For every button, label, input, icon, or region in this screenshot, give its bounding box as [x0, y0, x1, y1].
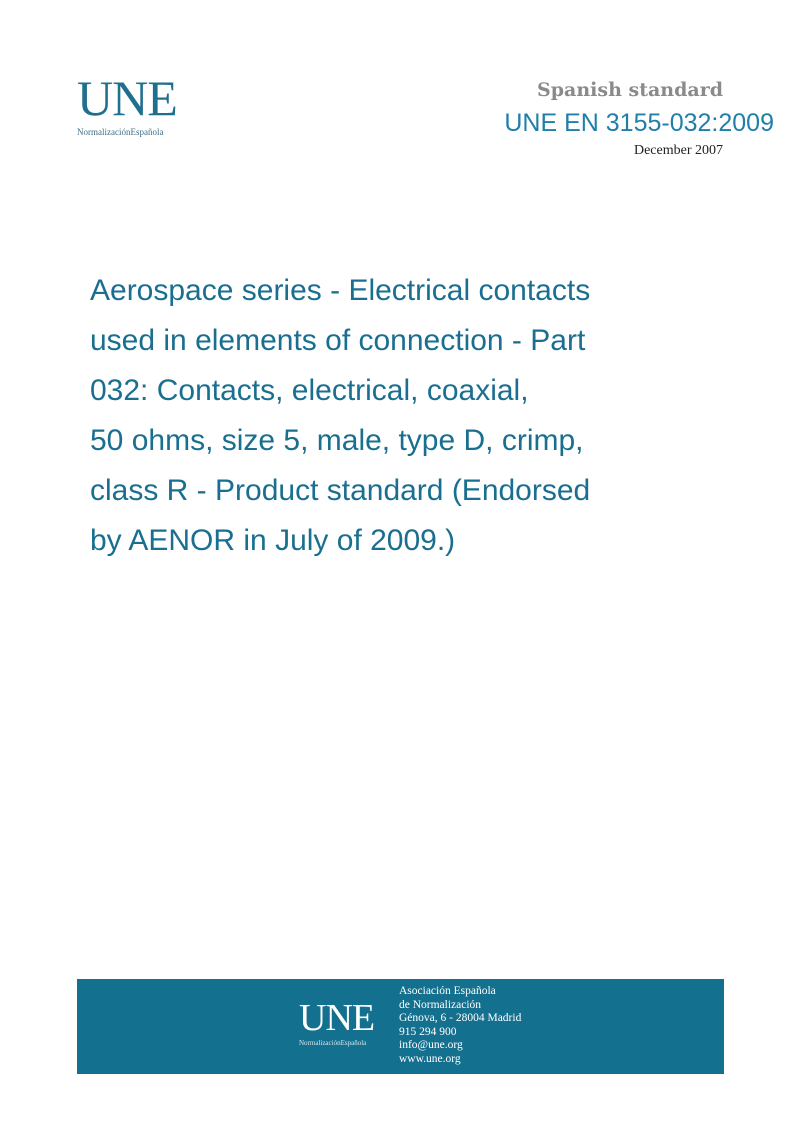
email-link[interactable]: info@une.org	[399, 1039, 463, 1052]
title-line: Aerospace series - Electrical contacts	[90, 274, 591, 307]
footer-logo	[299, 997, 389, 1047]
title-line: by AENOR in July of 2009.)	[90, 524, 456, 557]
title-line: class R - Product standard (Endorsed	[90, 474, 591, 507]
publication-date: December 2007	[633, 143, 723, 158]
standard-code: UNE EN 3155-032:2009	[504, 109, 774, 137]
address-line: de Normalización	[399, 998, 482, 1011]
logo-wordmark: UNE	[77, 70, 177, 126]
footer-logo-wordmark: UNE	[299, 997, 375, 1039]
footer-tagline-part2: Española	[340, 1039, 367, 1047]
website-link[interactable]: www.une.org	[399, 1052, 461, 1065]
title-line: 032: Contacts, electrical, coaxial,	[90, 374, 529, 407]
phone-number: 915 294 900	[399, 1025, 457, 1038]
title-line: 50 ohms, size 5, male, type D, crimp,	[90, 424, 584, 457]
footer-logo-tagline	[299, 1039, 389, 1047]
une-logo	[77, 70, 197, 137]
contact-address	[399, 985, 521, 1067]
footer-tagline-part1: Normalización	[299, 1039, 341, 1047]
document-type: Spanish standard	[537, 79, 723, 101]
address-line: Asociación Española	[399, 985, 496, 997]
document-title	[90, 266, 650, 566]
logo-tagline-part1: Normalización	[77, 127, 131, 137]
title-line: used in elements of connection - Part	[90, 324, 586, 357]
address-line: Génova, 6 - 28004 Madrid	[399, 1012, 522, 1025]
logo-tagline	[77, 127, 197, 137]
footer-banner	[77, 979, 724, 1074]
logo-tagline-part2: Española	[130, 127, 164, 137]
